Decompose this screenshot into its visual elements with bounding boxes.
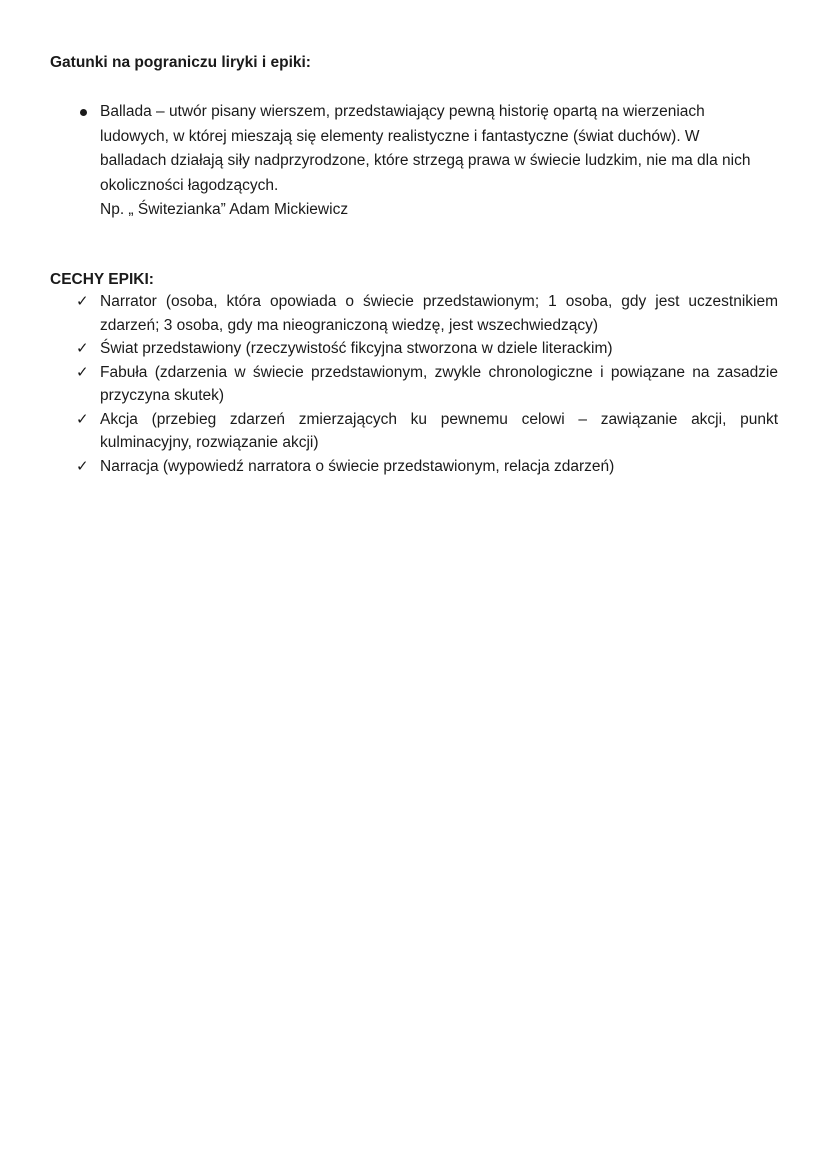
section-heading-genres: Gatunki na pograniczu liryki i epiki: bbox=[50, 54, 311, 71]
check-item-narrator bbox=[76, 290, 778, 337]
checkmark-icon: ✓ bbox=[76, 456, 89, 475]
genre-bullet-list bbox=[74, 100, 754, 223]
checkmark-icon: ✓ bbox=[76, 362, 89, 381]
check-item-text: Akcja (przebieg zdarzeń zmierzających ku pewnemu celowi – zawiązanie akcji, punkt kulminacyjny, rozwiązanie akcji) bbox=[100, 410, 778, 451]
check-item-plot bbox=[76, 361, 778, 408]
bullet-text: Ballada – utwór pisany wierszem, przedstawiający pewną historię opartą na wierzeniach ludowych, w której mieszają się elementy realistyczne i fantastyczne (świat duchów). W balladach działają siły nadprzyrodzone, które strzegą prawa w świecie ludzkim, nie ma dla nich okoliczności łagodzących. bbox=[100, 103, 751, 194]
bullet-dot-icon bbox=[80, 109, 87, 116]
check-item-text: Fabuła (zdarzenia w świecie przedstawionym, zwykle chronologiczne i powiązane na zasadzie przyczyna skutek) bbox=[100, 363, 778, 404]
check-item-text: Narracja (wypowiedź narratora o świecie przedstawionym, relacja zdarzeń) bbox=[100, 457, 615, 475]
check-item-narration bbox=[76, 455, 778, 479]
check-item-text: Narrator (osoba, która opowiada o świecie przedstawionym; 1 osoba, gdy jest uczestnikiem zdarzeń; 3 osoba, gdy ma nieograniczoną wiedzę, jest wszechwiedzący) bbox=[100, 293, 778, 334]
check-item-world bbox=[76, 337, 778, 361]
checkmark-icon: ✓ bbox=[76, 409, 89, 428]
section-heading-epic-features: CECHY EPIKI: bbox=[50, 271, 154, 288]
bullet-item-ballada bbox=[74, 100, 754, 223]
checkmark-icon: ✓ bbox=[76, 292, 89, 310]
bullet-example: Np. „ Świtezianka” Adam Mickiewicz bbox=[100, 201, 349, 218]
checkmark-icon: ✓ bbox=[76, 339, 89, 357]
check-item-action bbox=[76, 408, 778, 455]
epic-features-list bbox=[76, 290, 778, 478]
check-item-text: Świat przedstawiony (rzeczywistość fikcyjna stworzona w dziele literackim) bbox=[100, 340, 613, 357]
